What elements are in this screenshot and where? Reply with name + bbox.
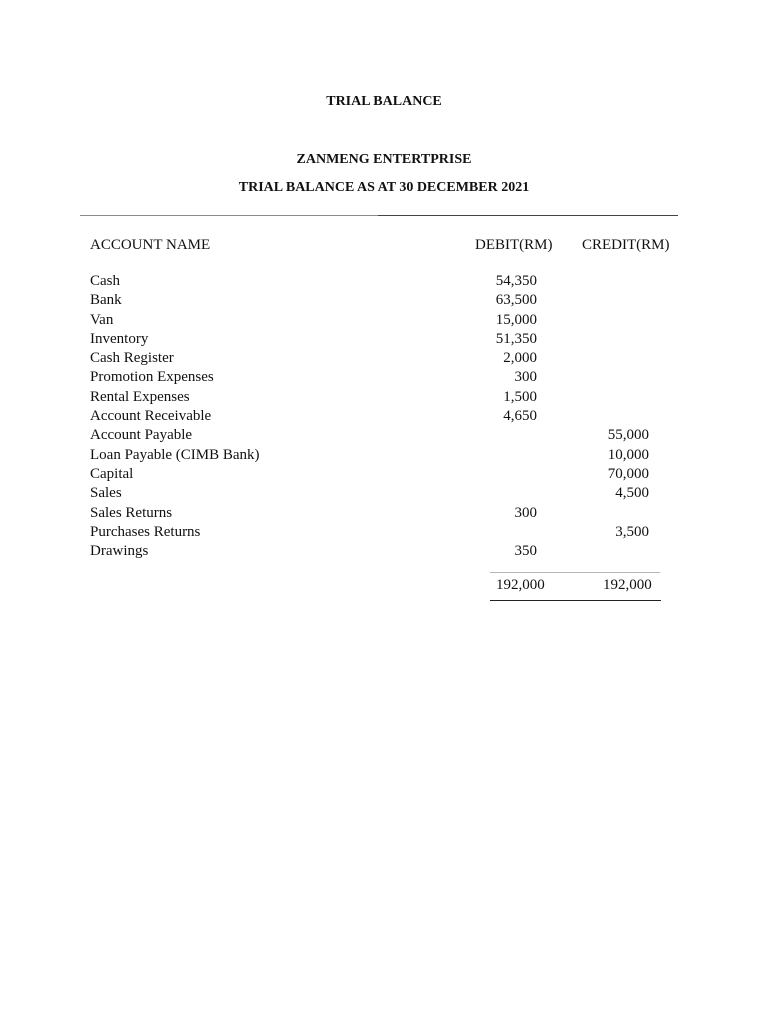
account-name: Sales Returns <box>90 504 173 521</box>
table-row <box>0 272 768 291</box>
debit-amount: 1,500 <box>503 388 537 405</box>
account-name: Cash <box>90 273 120 289</box>
account-name: Purchases Returns <box>90 523 201 540</box>
debit-amount: 300 <box>514 504 537 521</box>
credit-amount: 4,500 <box>615 485 649 502</box>
table-row <box>0 388 768 407</box>
account-name: Promotion Expenses <box>90 369 214 386</box>
table-row <box>0 330 768 349</box>
table-row <box>0 504 768 523</box>
account-name: Bank <box>90 292 122 309</box>
table-row <box>0 465 768 484</box>
table-row <box>0 291 768 310</box>
total-credit: 192,000 <box>603 577 652 593</box>
header-divider-accent <box>378 215 678 216</box>
debit-amount: 350 <box>514 543 537 560</box>
credit-amount: 10,000 <box>607 446 649 463</box>
debit-amount: 2,000 <box>503 350 537 367</box>
credit-amount: 3,500 <box>615 523 649 540</box>
credit-amount: 55,000 <box>607 427 649 444</box>
column-header-account: ACCOUNT NAME <box>90 237 211 253</box>
total-debit: 192,000 <box>496 577 545 593</box>
table-row <box>0 446 768 465</box>
column-header-debit: DEBIT(RM) <box>475 237 553 253</box>
account-name: Sales <box>90 485 122 502</box>
column-header-credit: CREDIT(RM) <box>582 237 670 253</box>
table-row <box>0 523 768 542</box>
company-name: ZANMENG ENTERTPRISE <box>296 152 472 167</box>
table-row <box>0 349 768 368</box>
credit-amount: 70,000 <box>607 465 649 482</box>
table-row <box>0 426 768 445</box>
ledger-rows <box>0 272 768 561</box>
totals-bottom-rule <box>490 600 661 601</box>
debit-amount: 54,350 <box>495 273 537 289</box>
totals-top-rule <box>490 572 660 573</box>
account-name: Account Payable <box>90 427 193 444</box>
account-name: Inventory <box>90 330 149 347</box>
table-row <box>0 542 768 561</box>
account-name: Cash Register <box>90 350 174 367</box>
document-subtitle: TRIAL BALANCE AS AT 30 DECEMBER 2021 <box>238 180 530 195</box>
account-name: Drawings <box>90 543 149 560</box>
table-row <box>0 407 768 426</box>
document-title: TRIAL BALANCE <box>326 94 442 109</box>
debit-amount: 4,650 <box>503 408 537 425</box>
account-name: Account Receivable <box>90 408 212 425</box>
account-name: Van <box>90 311 114 328</box>
table-row <box>0 368 768 387</box>
debit-amount: 15,000 <box>495 311 537 328</box>
table-row <box>0 484 768 503</box>
table-row <box>0 311 768 330</box>
account-name: Capital <box>90 465 134 482</box>
account-name: Rental Expenses <box>90 388 190 405</box>
debit-amount: 300 <box>514 369 537 386</box>
account-name: Loan Payable (CIMB Bank) <box>90 446 260 463</box>
debit-amount: 63,500 <box>495 292 537 309</box>
debit-amount: 51,350 <box>495 330 537 347</box>
